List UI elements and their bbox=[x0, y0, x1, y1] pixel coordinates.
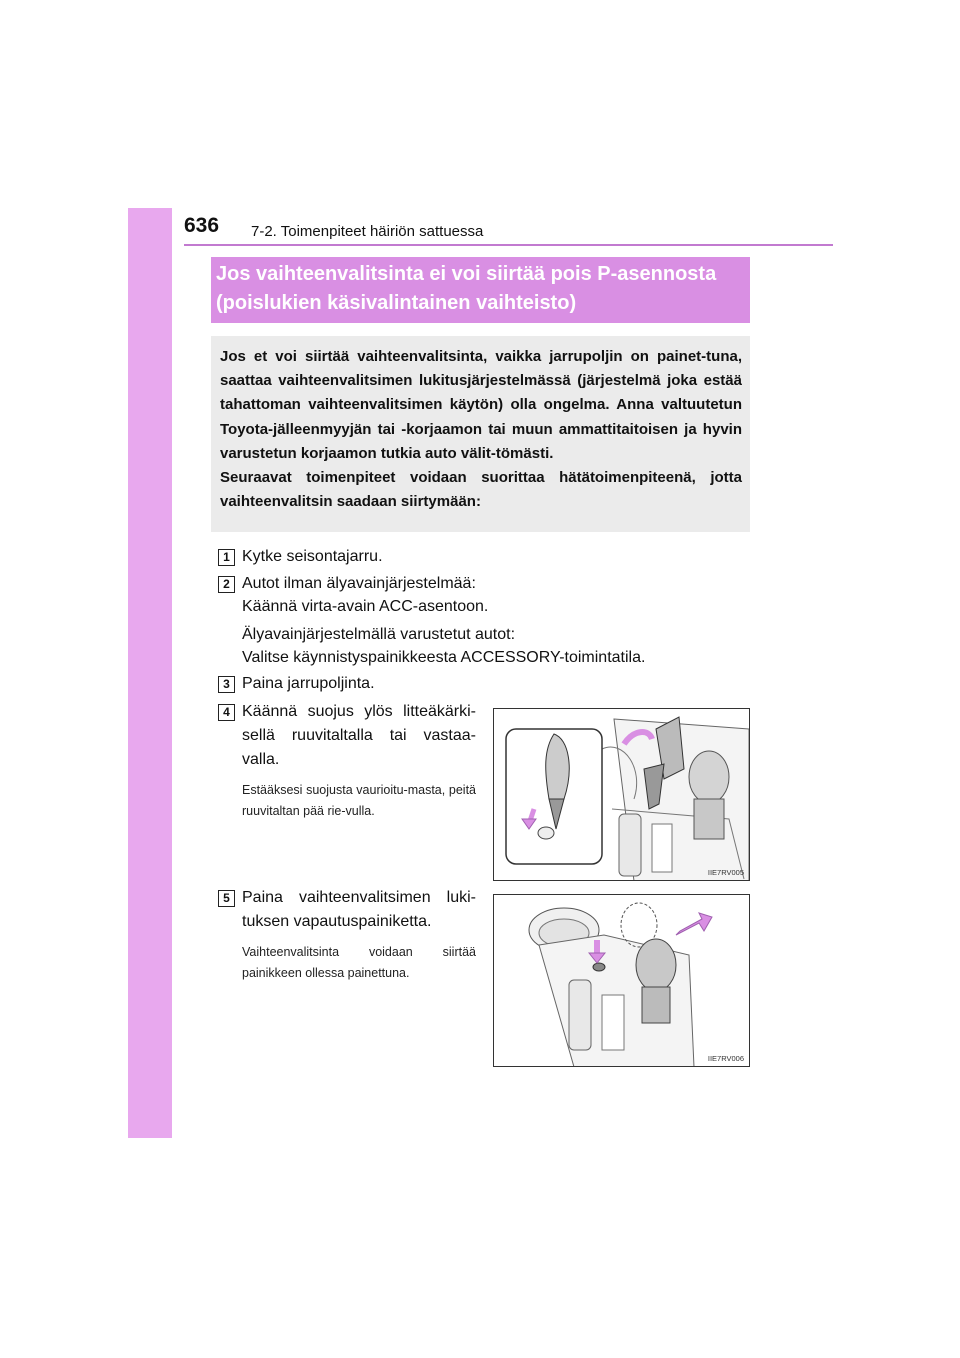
title-line-2: (poislukien käsivalintainen vaihteisto) bbox=[216, 292, 577, 314]
step-number-1: 1 bbox=[218, 549, 235, 566]
step-2-line-2: Käännä virta-avain ACC-asentoon. bbox=[242, 598, 489, 615]
step-2-line-3: Älyavainjärjestelmällä varustetut autot: bbox=[242, 626, 516, 643]
step-number-2: 2 bbox=[218, 576, 235, 593]
step-number-4: 4 bbox=[218, 704, 235, 721]
title-line-1: Jos vaihteenvalitsinta ei voi siirtää pois P-asennosta bbox=[216, 263, 717, 285]
intro-paragraph-2: Seuraavat toimenpiteet voidaan suorittaa hätätoimenpiteenä, jotta vaihteenvalitsin saadaan siirtymään: bbox=[220, 469, 742, 511]
step-3-text: Paina jarrupoljinta. bbox=[242, 675, 375, 692]
figure-1-illustration bbox=[494, 709, 750, 881]
step-4-note: Estääksesi suojusta vaurioitu-masta, peitä ruuvitaltan pää rie-vulla. bbox=[242, 783, 476, 818]
step-number-5: 5 bbox=[218, 890, 235, 907]
step-5-line-2: tuksen vapautuspainiketta. bbox=[242, 913, 432, 930]
figure-screwdriver-cover bbox=[493, 708, 750, 881]
title-banner bbox=[211, 257, 750, 323]
step-4-line-2: sellä ruuvitaltalla tai vastaa- bbox=[242, 727, 476, 744]
step-4-line-3: valla. bbox=[242, 751, 280, 768]
figure-2-illustration bbox=[494, 895, 750, 1067]
step-5-line-1: Paina vaihteenvalitsimen luki- bbox=[242, 889, 476, 906]
page-number: 636 bbox=[184, 214, 220, 237]
figure-release-button bbox=[493, 894, 750, 1067]
figure-1-code: IIE7RV005 bbox=[707, 868, 744, 877]
step-number-3: 3 bbox=[218, 676, 235, 693]
step-5-note: Vaihteenvalitsinta voidaan siirtää painikkeen ollessa painettuna. bbox=[242, 945, 476, 980]
intro-paragraph-1: Jos et voi siirtää vaihteenvalitsinta, vaikka jarrupoljin on painet-tuna, saattaa vaihteenvalitsimen lukitusjärjestelmässä (järjestelmä joka estää tahattoman vaihteenvalitsimen käytön) olla ongelma. Anna valtuutetun Toyota-jälleenmyyjän tai -korjaamon tai muun ammattitaitoisen ja hyvin varustetun korjaamon tutkia auto välit-tömästi. bbox=[220, 348, 742, 462]
step-4-line-1: Käännä suojus ylös litteäkärki- bbox=[242, 703, 476, 720]
section-title: 7-2. Toimenpiteet häiriön sattuessa bbox=[251, 223, 484, 240]
step-2-line-4: Valitse käynnistyspainikkeesta ACCESSORY-toimintatila. bbox=[242, 649, 646, 666]
figure-2-code: IIE7RV006 bbox=[707, 1054, 744, 1063]
header-divider bbox=[184, 244, 833, 246]
step-1-text: Kytke seisontajarru. bbox=[242, 548, 383, 565]
step-2-line-1: Autot ilman älyavainjärjestelmää: bbox=[242, 575, 476, 592]
intro-text bbox=[220, 345, 742, 514]
intro-box bbox=[211, 336, 750, 532]
chapter-tab-sidebar bbox=[128, 208, 172, 1138]
